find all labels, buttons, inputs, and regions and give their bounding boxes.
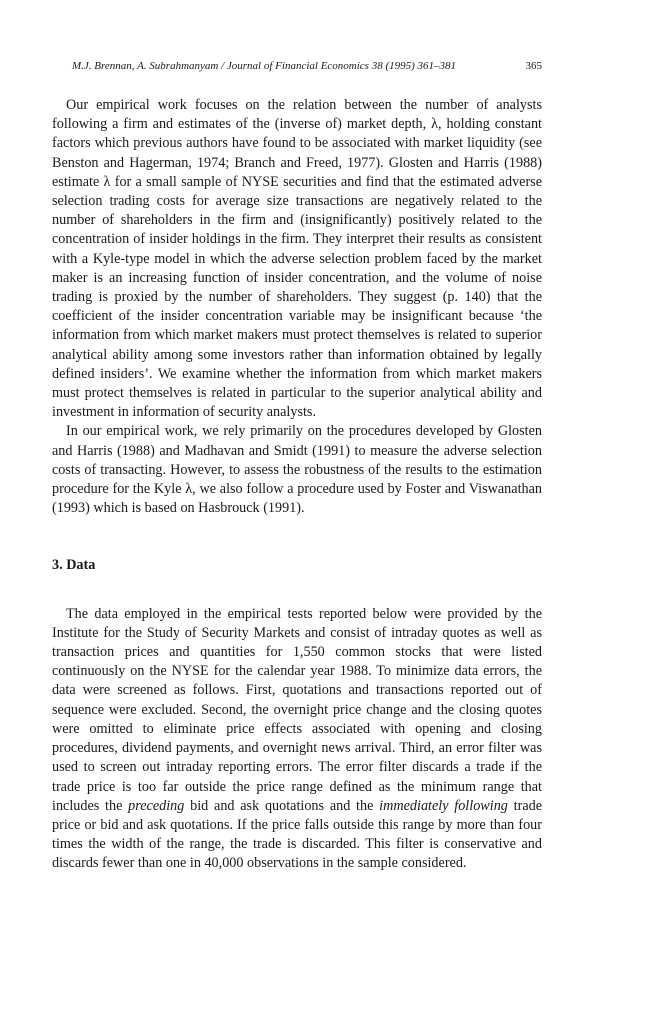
header-citation: M.J. Brennan, A. Subrahmanyam / Journal of Financial Economics 38 (1995) 361–381 bbox=[72, 60, 457, 72]
running-header bbox=[72, 58, 542, 74]
journal-page bbox=[52, 58, 542, 874]
emphasis-immediately-following: immediately following bbox=[379, 797, 508, 814]
body-paragraph-1: Our empirical work focuses on the relation between the number of analysts following a firm and estimates of the (inverse of) market depth, λ, holding constant factors which previous authors have found to be associated with market liquidity (see Benston and Hagerman, 1974; Branch and Freed, 1977). Glosten and Harris (1988) estimate λ for a small sample of NYSE securities and find that the estimated adverse selection trading costs for average size transactions are negatively related to the number of shareholders in the firm and (insignificantly) positively related to the concentration of insider holdings in the firm. They interpret their results as consistent with a Kyle-type model in which the adverse selection problem faced by the market maker is an increasing function of insider concentration, and the volume of noise trading is proxied by the number of shareholders. They suggest (p. 140) that the coefficient of the insider concentration variable may be insignificant because ‘the information from which market makers must protect themselves is related to superior analytical ability among some investors rather than information obtained by legally defined insiders’. We examine whether the information from which market makers must protect themselves is related in particular to the superior analytical ability and investment in information of security analysts. bbox=[52, 97, 542, 421]
data-text-part-1: The data employed in the empirical tests reported below were provided by the Institute for the Study of Security Markets and consist of intraday quotes as well as transaction prices and quantities for 1,550 common stocks that were listed continuously on the NYSE for the calendar year 1988. To minimize data errors, the data were screened as follows. First, quotations and transactions reported out of sequence were excluded. Second, the overnight price change and the closing quotes were omitted to eliminate price effects associated with opening and closing procedures, dividend payments, and overnight news arrival. Third, an error filter was used to screen out intraday reporting errors. The error filter discards a trade if the trade price is too far outside the price range defined as the minimum range that includes the bbox=[52, 605, 542, 814]
emphasis-preceding: preceding bbox=[128, 797, 185, 814]
page-number: 365 bbox=[525, 60, 542, 72]
data-text-part-3: trade price or bid and ask quotations. If the price falls outside this range by more than four times the width of the range, the trade is discarded. This filter is conservative and discards fewer than one in 40,000 observations in the sample considered. bbox=[52, 797, 543, 872]
section-heading-data: 3. Data bbox=[52, 557, 96, 574]
body-paragraph-2: In our empirical work, we rely primarily on the procedures developed by Glosten and Harris (1988) and Madhavan and Smidt (1991) to measure the adverse selection costs of transacting. However, to assess the robustness of the results to the estimation procedure for the Kyle λ, we also follow a procedure used by Foster and Viswanathan (1993) which is based on Hasbrouck (1991). bbox=[52, 423, 542, 517]
data-section-paragraph bbox=[52, 605, 542, 874]
data-text-part-2: bid and ask quotations and the bbox=[190, 797, 374, 814]
